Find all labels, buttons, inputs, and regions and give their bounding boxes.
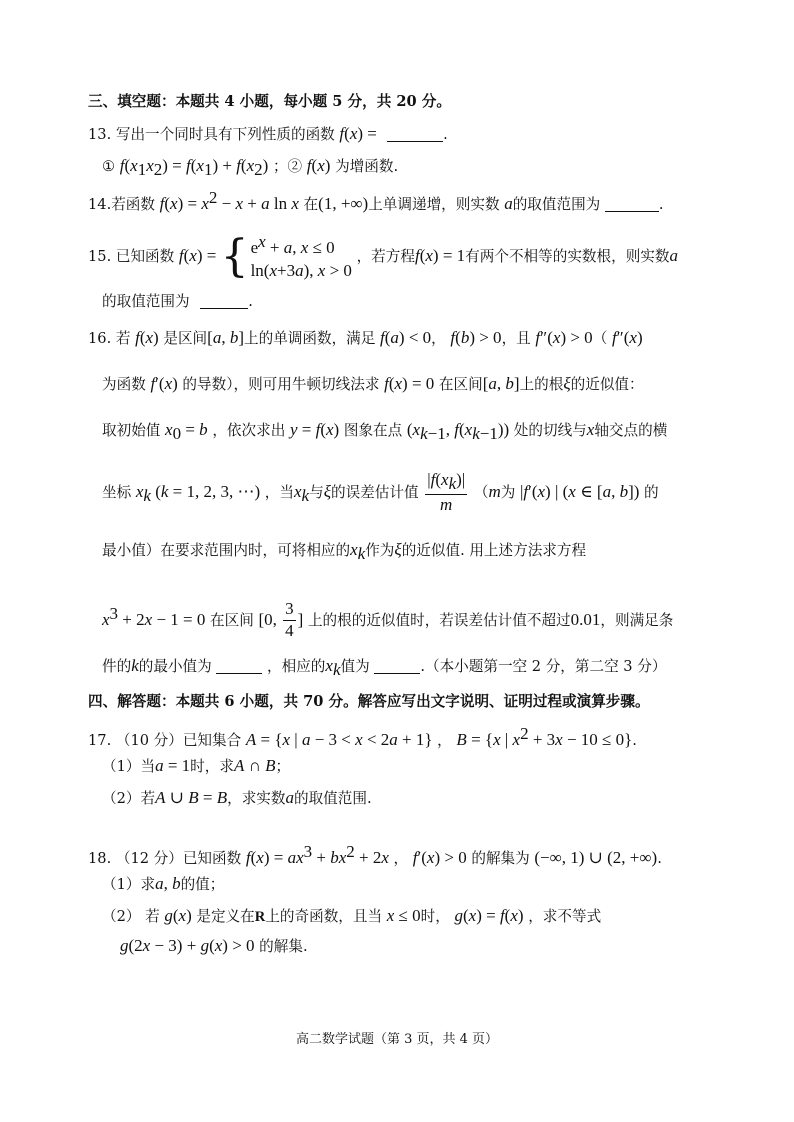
question-17-part-2: （2）若A ∪ B = B，求实数a的取值范围.: [102, 788, 372, 807]
section-4-title: 四、解答题：本题共 6 小题，共 70 分。解答应写出文字说明、证明过程或演算步骤。: [88, 693, 650, 710]
question-16-line-3: 取初始值 $x_0 = b$ ，依次求出 y = f(x) 图象在点 ($x_{k-1}$, $f(x_{k-1})$) 处的切线与x轴交点的横: [102, 420, 668, 443]
error-estimate-fraction: $\frac{|f(x_k)|}{m}$: [427, 470, 466, 514]
question-14: 14.若函数 $f(x) = x^2 - x + a$ ln x 在(1, +∞)上单调递增，则实数 a的取值范围为 .: [88, 188, 664, 213]
question-18-line-1: 18. （12 分）已知函数 $f(x) = ax^3 + bx^2 + 2x$ ， f′(x) > 0 的解集为 (−∞, 1) ∪ (2, +∞).: [88, 842, 662, 867]
question-13-line-2: ① $f(x_1x_2) = f(x_1) + f(x_2)$ ；② f(x) 为增函数.: [102, 156, 399, 179]
answer-blank-14[interactable]: [605, 197, 659, 212]
question-15-line-2: 的取值范围为 .: [102, 293, 253, 310]
answer-blank-13[interactable]: [387, 127, 443, 142]
question-17-part-1: （1）当a = 1时，求A ∩ B；: [102, 756, 291, 775]
page-footer: 高二数学试题（第 3 页，共 4 页）: [295, 1032, 499, 1047]
question-18-part-1: （1）求a, b的值；: [102, 874, 225, 893]
question-16-line-6: $x^3 + 2x - 1 = 0$ 在区间 [0, $\frac{3}{4}$ ] 上的根的近似值时，若误差估计值不超过0.01，则满足条: [102, 599, 674, 641]
question-17-line-1: 17. （10 分）已知集合 A = {x | a − 3 < x < 2a + 1} ， B = {x | $x^2 + 3x - 10 \le 0$}.: [88, 724, 637, 749]
question-13-line-1: 13. 写出一个同时具有下列性质的函数 f(x) = .: [88, 124, 448, 143]
question-16-line-4: 坐标 $x_k$ (k = 1, 2, 3, ⋯) ，当$x_k$与ξ的误差估计值 $\frac{|f(x_k)|}{m}$ （m为 |f′(x) | (x ∈ [a, b]) 的: [102, 470, 659, 514]
question-18-part-2: （2） 若 g(x) 是定义在R上的奇函数，且当 x ≤ 0时， g(x) = f(x) ，求不等式: [102, 906, 602, 925]
question-16-line-1: 16. 若 f(x) 是区间[a, b]上的单调函数，满足 f(a) < 0， f(b) > 0，且 f″(x) > 0（ f″(x): [88, 328, 643, 347]
question-18-part-2-line-2: g(2x − 3) + g(x) > 0 的解集.: [120, 936, 308, 955]
answer-blank-16b[interactable]: [374, 659, 420, 674]
question-16-line-7: 件的k的最小值为 ，相应的$x_k$值为 .（本小题第一空 2 分，第二空 3 分）: [102, 656, 667, 679]
answer-blank-15[interactable]: [200, 294, 248, 309]
question-15-line-1: 15. 已知函数 f(x) = { $e^x + a$, x ≤ 0 ln(x+3a), x > 0 ，若方程f(x) = 1有两个不相等的实数根，则实数a: [88, 231, 678, 282]
question-16-line-5: 最小值）在要求范围内时，可将相应的$x_k$作为ξ的近似值. 用上述方法求方程: [102, 540, 587, 563]
question-16-line-2: 为函数 f′(x) 的导数），则可用牛顿切线法求 f(x) = 0 在区间[a, b]上的根ξ的近似值：: [102, 374, 644, 393]
answer-blank-16a[interactable]: [216, 659, 262, 674]
section-3-title: 三、填空题：本题共 4 小题，每小题 5 分，共 20 分。: [88, 93, 451, 110]
